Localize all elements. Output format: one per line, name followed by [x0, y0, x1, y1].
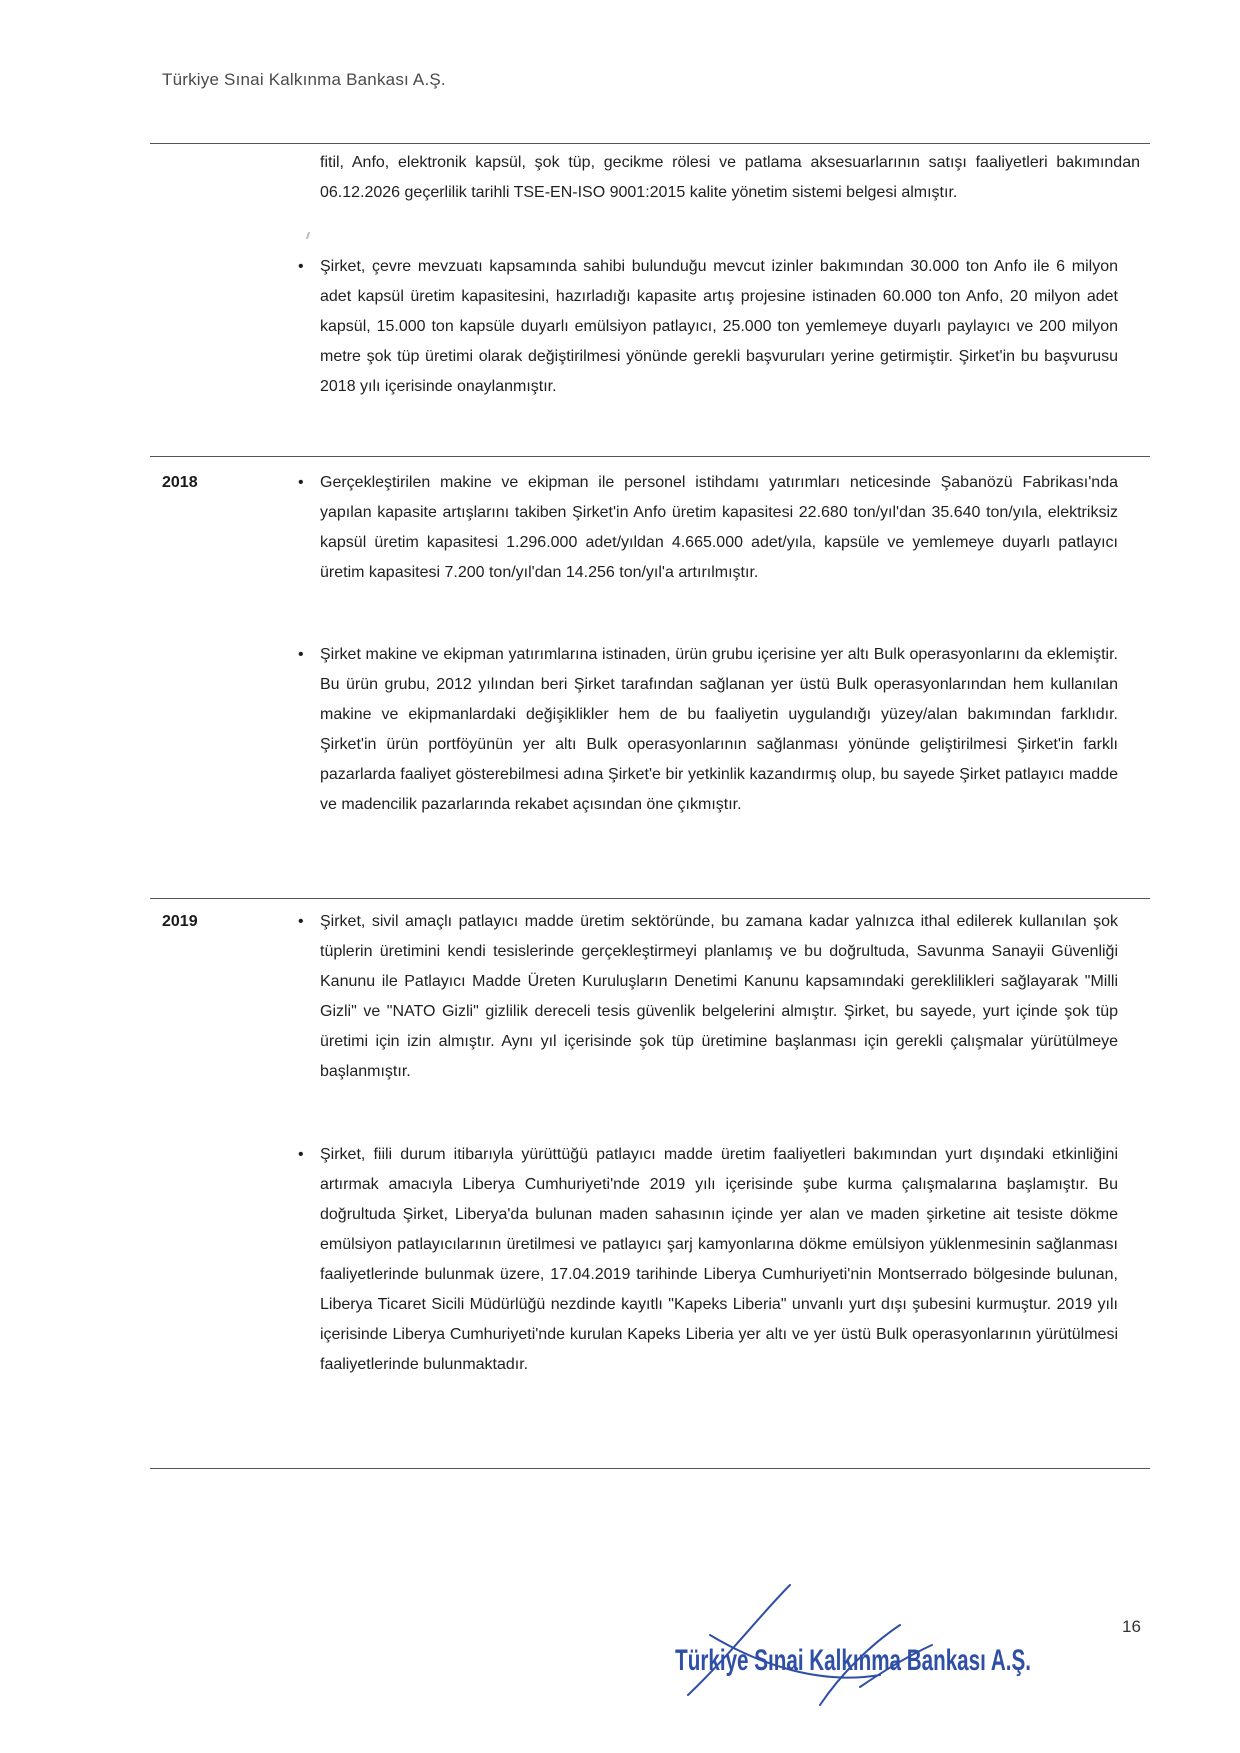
top-rule — [150, 143, 1150, 144]
bullet-text: Şirket, sivil amaçlı patlayıcı madde üretim sektöründe, bu zamana kadar yalnızca ithal edilerek kullanılan şok tüplerin üretimini kendi tesislerinde gerçekleştirmeyi planlamış ve bu doğrultuda, Savunma Sanayii Güvenliği Kanunu ile Patlayıcı Madde Üreten Kuruluşların Denetimi Kanunu kapsamındaki gereklilikleri sağlayarak "Milli Gizli" ve "NATO Gizli" gizlilik dereceli tesis güvenlik belgelerini almıştır. Şirket, bu sayede, yurt içinde şok tüp üretimi için izin almıştır. Aynı yıl içerisinde şok tüp üretimine başlanması için gerekli çalışmalar yürütülmeye başlanmıştır. — [320, 913, 1118, 1080]
bullet-text: Gerçekleştirilen makine ve ekipman ile personel istihdamı yatırımları neticesinde Şabanözü Fabrikası'nda yapılan kapasite artışlarını takiben Şirket'in Anfo üretim kapasitesi 22.680 ton/yıl'dan 35.640 ton/yıla, elektriksiz kapsül üretim kapasitesi 1.296.000 adet/yıldan 4.665.000 adet/yıla, kapsüle ve yemlemeye duyarlı patlayıcı üretim kapasitesi 7.200 ton/yıl'dan 14.256 ton/yıl'a artırılmıştır. — [320, 474, 1118, 581]
page-header-title: Türkiye Sınai Kalkınma Bankası A.Ş. — [162, 70, 446, 89]
bottom-rule — [150, 1468, 1150, 1469]
rule-2019 — [150, 898, 1150, 899]
bullet-2019-2 — [298, 1140, 1118, 1380]
bullet-dot: • — [298, 646, 304, 663]
intro-bullet — [298, 252, 1118, 402]
bullet-text: Şirket, fiili durum itibarıyla yürüttüğü patlayıcı madde üretim faaliyetleri bakımından yurt dışındaki etkinliğini artırmak amacıyla Liberya Cumhuriyeti'nde 2019 yılı içerisinde şube kurma çalışmalarına başlamıştır. Bu doğrultuda Şirket, Liberya'da bulunan maden sahasının içinde yer alan ve maden şirketine ait tesiste dökme emülsiyon patlayıcılarının üretilmesi ve patlayıcı şarj kamyonlarına dökme emülsiyon yüklenmesinin sağlanması faaliyetlerinde bulunmak üzere, 17.04.2019 tarihinde Liberya Cumhuriyeti'nin Montserrado bölgesinde bulunan, Liberya Ticaret Sicili Müdürlüğü nezdinde kayıtlı "Kapeks Liberia" unvanlı yurt dışı şubesini kurmuştur. 2019 yılı içerisinde Liberya Cumhuriyeti'nde kurulan Kapeks Liberia yer altı ve yer üstü Bulk operasyonlarının yürütülmesi faaliyetlerinde bulunmaktadır. — [320, 1146, 1118, 1373]
stamp-text: Türkiye Sınai Kalkınma Bankası A.Ş. — [675, 1644, 1031, 1677]
bullet-dot: • — [298, 258, 304, 275]
bullet-text: Şirket, çevre mevzuatı kapsamında sahibi bulunduğu mevcut izinler bakımından 30.000 ton Anfo ile 6 milyon adet kapsül üretim kapasitesini, hazırladığı kapasite artış projesine istinaden 60.000 ton Anfo, 20 milyon adet kapsül, 15.000 ton kapsüle duyarlı emülsiyon patlayıcı, 25.000 ton yemlemeye duyarlı paylayıcı ve 200 milyon metre şok tüp üretimi olarak değiştirilmesi yönünde gerekli başvuruları yerine getirmiştir. Şirket'in bu başvurusu 2018 yılı içerisinde onaylanmıştır. — [320, 258, 1118, 395]
bullet-dot: • — [298, 474, 304, 491]
rule-2018 — [150, 456, 1150, 457]
bank-stamp-signature — [670, 1575, 1031, 1715]
year-label-2019: 2019 — [162, 913, 198, 930]
year-label-2018: 2018 — [162, 474, 198, 491]
scan-speck — [306, 232, 310, 239]
bullet-2018-2 — [298, 640, 1118, 820]
bullet-dot: • — [298, 1146, 304, 1163]
page-number: 16 — [1122, 1617, 1141, 1636]
bullet-2018-1 — [298, 468, 1118, 588]
bullet-text: Şirket makine ve ekipman yatırımlarına istinaden, ürün grubu içerisine yer altı Bulk operasyonlarını da eklemiştir. Bu ürün grubu, 2012 yılından beri Şirket tarafından sağlanan yer üstü Bulk operasyonlarından hem kullanılan makine ve ekipmanlardaki değişiklikler hem de bu faaliyetin uygulandığı yüzey/alan bakımından farklıdır. Şirket'in ürün portföyünün yer altı Bulk operasyonlarının sağlanması yönünde geliştirilmesi Şirket'in farklı pazarlarda faaliyet gösterebilmesi adına Şirket'e bir yetkinlik kazandırmış olup, bu sayede Şirket patlayıcı madde ve madencilik pazarlarında rekabet açısından öne çıkmıştır. — [320, 646, 1118, 813]
bullet-2019-1 — [298, 907, 1118, 1087]
intro-continuation — [320, 148, 1140, 208]
intro-paragraph: fitil, Anfo, elektronik kapsül, şok tüp, gecikme rölesi ve patlama aksesuarlarının satışı faaliyetleri bakımından 06.12.2026 geçerlilik tarihli TSE-EN-ISO 9001:2015 kalite yönetim sistemi belgesi almıştır. — [320, 154, 1140, 201]
bullet-dot: • — [298, 913, 304, 930]
